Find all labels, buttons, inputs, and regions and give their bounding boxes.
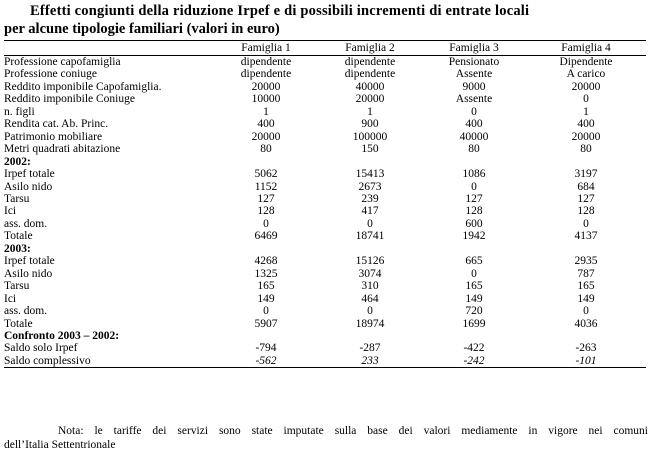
table-cell: 165 [465,280,483,293]
table-row [4,181,646,193]
row-label: Reddito imponibile Coniuge [4,93,135,106]
table-cell: 0 [367,305,373,318]
table-cell: 787 [577,267,595,280]
table-cell: Dipendente [559,56,613,68]
table-cell: 20000 [251,80,281,93]
table-cell: 400 [577,118,595,131]
row-label: 2003: [4,242,31,255]
table-cell: 4036 [574,317,598,330]
table-cell: dipendente [240,68,292,81]
table-cell: 0 [263,305,269,318]
table-cell: 100000 [352,130,388,143]
table-cell: -263 [575,342,597,355]
table-cell: 1699 [462,317,486,330]
row-label: Irpef totale [4,168,55,181]
row-label: Reddito imponibile Capofamiglia. [4,80,162,93]
footnote-line-1: Nota: le tariffe dei servizi sono state imputate sulla base dei valori mediamente in vigore nei comuni [58,425,648,437]
title-line-1: Effetti congiunti della riduzione Irpef e di possibili incrementi di entrate locali [30,3,530,19]
table-cell: 417 [361,205,379,218]
table-cell: 128 [577,205,595,218]
table-cell: 165 [577,280,595,293]
table-row [4,218,646,230]
table-cell: 165 [257,280,275,293]
section-row [4,243,646,255]
table-cell: 2935 [574,255,598,268]
table-cell: 80 [260,143,272,156]
table-cell: 149 [577,292,595,305]
table-cell: dipendente [240,56,292,68]
header-cell [4,41,214,56]
table-cell: 0 [367,217,373,230]
table-cell: dipendente [344,56,396,68]
table-row [4,318,646,330]
table-cell: 18741 [355,230,385,243]
table-row [4,355,646,368]
table-cell [526,243,646,255]
table-cell: 464 [361,292,379,305]
table-row [4,305,646,317]
row-label: Rendita cat. Ab. Princ. [4,118,109,131]
table-cell: 40000 [459,130,489,143]
table-cell: dipendente [344,68,396,81]
table-cell [422,156,526,168]
row-label: Tarsu [4,280,30,293]
table-row [4,68,646,80]
table-cell: 80 [468,143,480,156]
table-cell: 1086 [462,168,486,181]
table-cell: 127 [257,192,275,205]
table-cell: 600 [465,217,483,230]
table-cell: Assente [455,68,493,81]
table-row [4,280,646,292]
row-label: ass. dom. [4,305,48,318]
table-row [4,131,646,143]
table-cell [526,330,646,342]
table-cell: 239 [361,192,379,205]
table-cell [214,156,318,168]
row-label: 2002: [4,155,31,168]
footnote [4,424,648,452]
row-label: Ici [4,292,17,305]
table-cell: 2673 [358,180,382,193]
table-cell: A carico [566,68,606,81]
row-label: Professione capofamiglia [4,56,121,68]
row-label: ass. dom. [4,217,48,230]
table-row [4,81,646,93]
table-cell: 20000 [571,80,601,93]
table-cell: 149 [465,292,483,305]
table-row [4,230,646,242]
table-cell: 233 [318,355,422,368]
table-cell: 1 [583,105,589,118]
row-label: Irpef totale [4,255,55,268]
header-row [4,41,646,56]
table-cell: 149 [257,292,275,305]
section-row [4,330,646,342]
table-cell: 18974 [355,317,385,330]
header-cell: Famiglia 3 [422,41,526,56]
table-cell: Pensionato [448,56,500,68]
row-label: Totale [4,317,33,330]
table-row [4,56,646,69]
table-cell: -242 [422,355,526,368]
row-label: Saldo complessivo [4,355,214,368]
table-cell: -287 [359,342,381,355]
table-cell: 20000 [571,130,601,143]
table-row [4,93,646,105]
table-cell: 4137 [574,230,598,243]
table-cell: 1942 [462,230,486,243]
table-cell: -562 [214,355,318,368]
table-cell: 128 [465,205,483,218]
footnote-line-2: dell’Italia Settentrionale [4,439,116,451]
table-cell: 3074 [358,267,382,280]
table-cell: -422 [463,342,485,355]
table-cell [526,156,646,168]
table-cell: 665 [465,255,483,268]
table-row [4,205,646,217]
table-cell: 80 [580,143,592,156]
table-cell [318,330,422,342]
row-label: Asilo nido [4,267,53,280]
table-row [4,168,646,180]
table-cell: 127 [577,192,595,205]
row-label: Ici [4,205,17,218]
table-cell [214,330,318,342]
table-cell [422,243,526,255]
table-cell: 310 [361,280,379,293]
table-cell: 5062 [254,168,278,181]
table-body [4,56,646,368]
row-label: Metri quadrati abitazione [4,143,121,156]
table-cell: 6469 [254,230,278,243]
table-cell: 0 [471,105,477,118]
table-row [4,268,646,280]
table-cell: 5907 [254,317,278,330]
table-title [4,2,649,38]
row-label: Confronto 2003 – 2002: [4,329,120,342]
header-cell: Famiglia 1 [214,41,318,56]
table-cell [214,243,318,255]
table-cell: 0 [583,305,589,318]
table-cell: 1325 [254,267,278,280]
table-cell: 1 [263,105,269,118]
table-cell: 128 [257,205,275,218]
table-cell: 20000 [355,93,385,106]
row-label: Totale [4,230,33,243]
header-cell: Famiglia 2 [318,41,422,56]
table-cell: Assente [455,93,493,106]
table-cell: 400 [465,118,483,131]
table-cell: 0 [263,217,269,230]
row-label: Professione coniuge [4,68,97,81]
table-row [4,293,646,305]
table-cell: 684 [577,180,595,193]
table-cell: 900 [361,118,379,131]
family-effects-table [4,40,646,368]
table-cell: 20000 [251,130,281,143]
section-row [4,156,646,168]
table-cell: 4268 [254,255,278,268]
table-cell [318,243,422,255]
table-cell: 720 [465,305,483,318]
row-label: Tarsu [4,192,30,205]
table-cell [318,156,422,168]
table-cell: 15413 [355,168,385,181]
table-cell [422,330,526,342]
table-cell: -101 [526,355,646,368]
table-row [4,193,646,205]
table-cell: 1 [367,105,373,118]
table-row [4,118,646,130]
header-cell: Famiglia 4 [526,41,646,56]
table-cell: 400 [257,118,275,131]
row-label: Patrimonio mobiliare [4,130,103,143]
table-row [4,342,646,354]
table-cell: 0 [583,93,589,106]
title-line-2: per alcune tipologie familiari (valori in euro) [4,21,280,37]
table-cell: 9000 [462,80,486,93]
table-row [4,255,646,267]
table-cell: 150 [361,143,379,156]
table-cell: -794 [255,342,277,355]
row-label: Saldo solo Irpef [4,342,78,355]
row-label: n. figli [4,105,35,118]
table-cell: 10000 [251,93,281,106]
table-cell: 0 [471,180,477,193]
table-cell: 0 [583,217,589,230]
table-cell: 0 [471,267,477,280]
table-cell: 1152 [254,180,278,193]
table-row [4,143,646,155]
table-row [4,106,646,118]
row-label: Asilo nido [4,180,53,193]
table-cell: 3197 [574,168,598,181]
table-cell: 15126 [355,255,385,268]
table-cell: 40000 [355,80,385,93]
table-cell: 127 [465,192,483,205]
